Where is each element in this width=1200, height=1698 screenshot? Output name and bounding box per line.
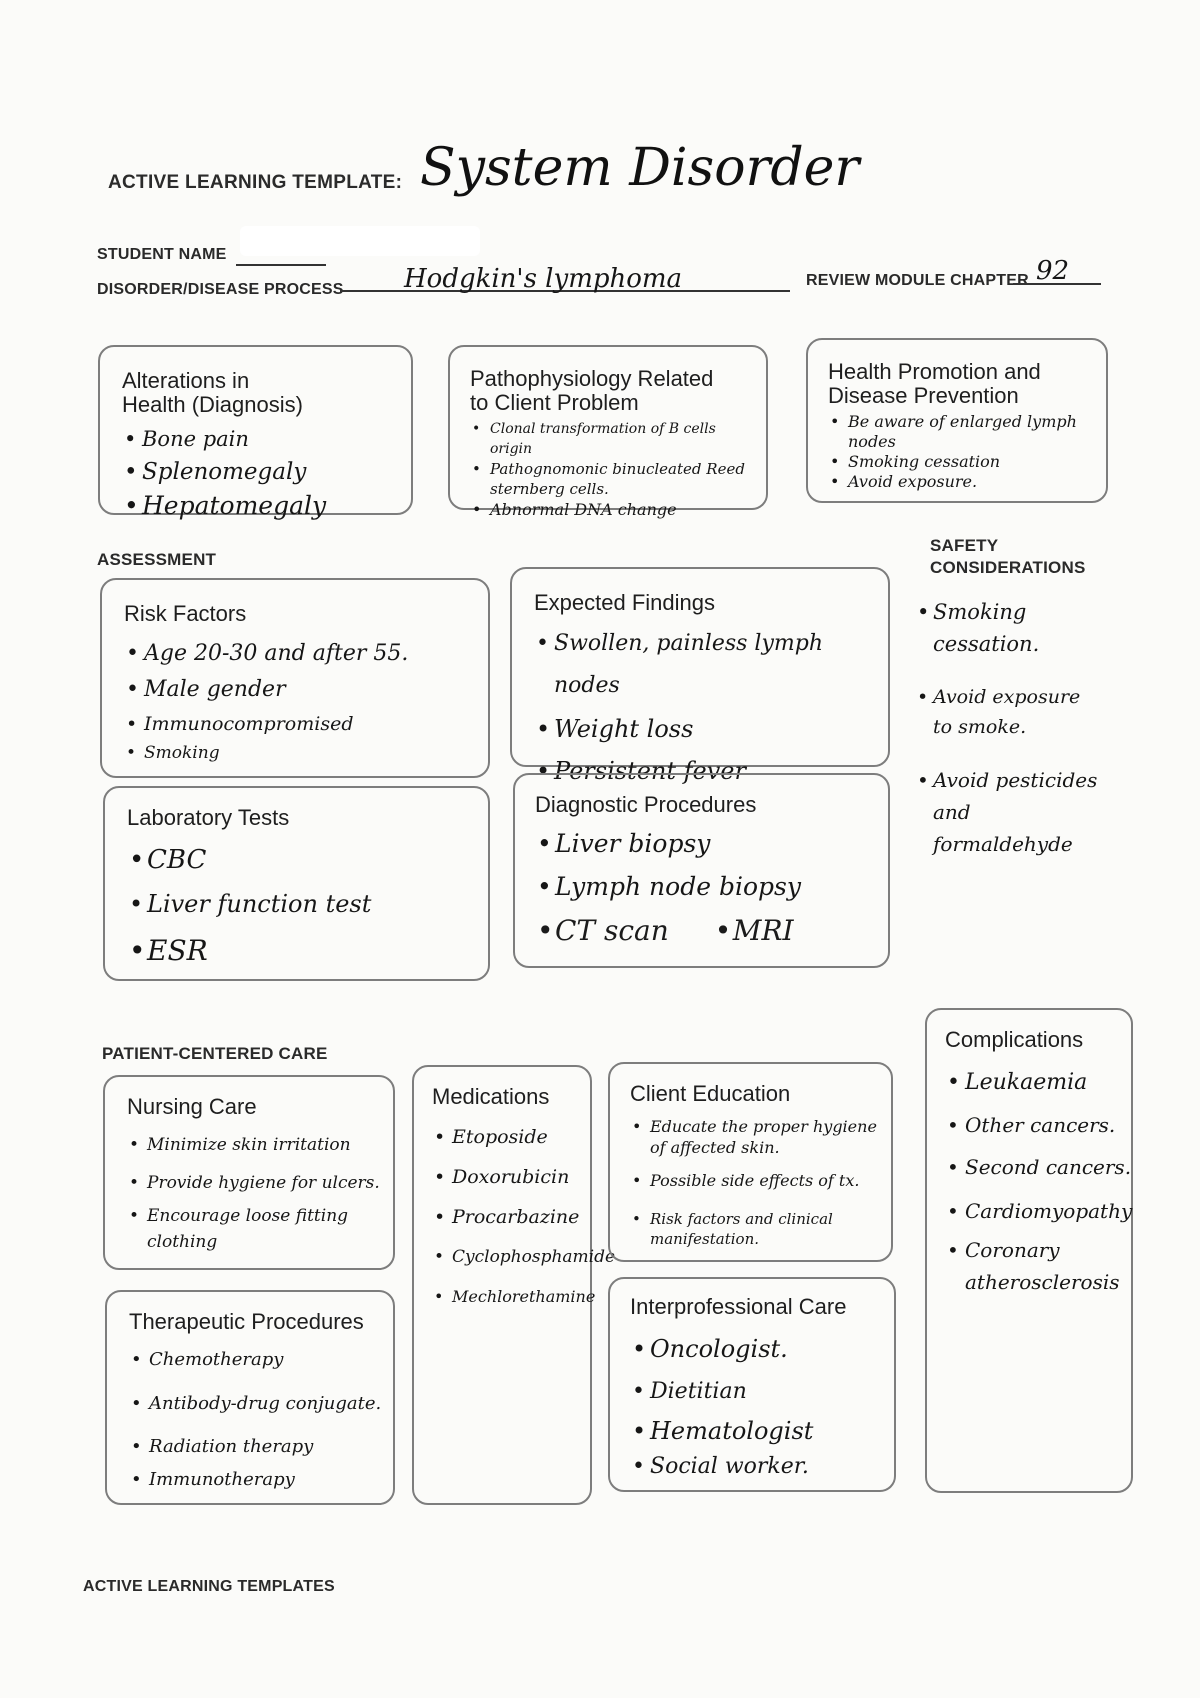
patient-care-section-label: PATIENT-CENTERED CARE xyxy=(102,1044,328,1063)
disorder-label: DISORDER/DISEASE PROCESS xyxy=(97,281,344,298)
client-education-item: • Educate the proper hygiene of affected skin. xyxy=(630,1116,892,1158)
health-promotion-title-1: Health Promotion and xyxy=(828,359,1041,384)
disorder-value: Hodgkin's lymphoma xyxy=(404,264,683,294)
therapeutic-procedure-item: • Antibody-drug conjugate. xyxy=(129,1380,397,1428)
therapeutic-procedure-item: • Immunotherapy xyxy=(129,1466,397,1494)
interprofessional-care-item: • Dietitian xyxy=(630,1371,895,1413)
diagnostic-procedures-box xyxy=(513,773,890,968)
alterations-box xyxy=(98,345,413,520)
safety-label-line-2: CONSIDERATIONS xyxy=(930,558,1086,577)
pathophysiology-item: • Clonal transformation of B cells origin xyxy=(470,419,760,459)
redaction-mark xyxy=(240,226,480,256)
expected-finding-item: • Swollen, painless lymph nodes xyxy=(534,623,884,707)
client-education-item: • Risk factors and clinical manifestation. xyxy=(630,1209,892,1249)
client-education-item: • Possible side effects of tx. xyxy=(630,1170,892,1191)
safety-item: • Avoid pesticides and formaldehyde xyxy=(915,764,1105,860)
health-promotion-item: • Be aware of enlarged lymph nodes xyxy=(828,412,1103,452)
diagnostic-procedure-item: • Liver biopsy xyxy=(535,823,885,865)
therapeutic-procedure-item: • Radiation therapy xyxy=(129,1428,397,1466)
medications-title: Medications xyxy=(432,1084,550,1109)
chapter-label: REVIEW MODULE CHAPTER xyxy=(806,272,1029,289)
diagnostic-procedure-text: CT scan xyxy=(555,914,669,947)
nursing-care-box xyxy=(103,1075,395,1270)
assessment-section-label: ASSESSMENT xyxy=(97,550,217,569)
diagnostic-procedure-item: • CT scan xyxy=(537,914,669,947)
diagnostic-procedures-title: Diagnostic Procedures xyxy=(535,792,757,817)
health-promotion-box xyxy=(806,338,1108,503)
student-name-line xyxy=(236,264,326,266)
diagnostic-procedure-item: • Lymph node biopsy xyxy=(535,865,885,909)
alterations-title-1: Alterations in xyxy=(122,368,250,393)
alterations-item: • Bone pain xyxy=(122,423,326,455)
medications-box xyxy=(412,1065,616,1505)
interprofessional-care-box xyxy=(608,1277,896,1492)
template-label: ACTIVE LEARNING TEMPLATE: xyxy=(108,172,403,193)
pathophysiology-item: • Pathognomonic binucleated Reed sternberg cells. xyxy=(470,459,760,499)
safety-item: • Smoking cessation. xyxy=(915,596,1105,660)
nursing-care-item: • Encourage loose fitting clothing xyxy=(127,1203,397,1255)
pathophysiology-title-1: Pathophysiology Related xyxy=(470,366,714,391)
interprofessional-care-item: • Oncologist. xyxy=(630,1327,895,1371)
student-name-label: STUDENT NAME xyxy=(97,246,227,263)
chapter-value: 92 xyxy=(1036,256,1070,286)
complications-box xyxy=(925,1008,1133,1493)
risk-factors-box xyxy=(100,578,490,778)
medication-item: • Etoposide xyxy=(432,1117,592,1157)
health-promotion-title-2: Disease Prevention xyxy=(828,383,1019,408)
interprofessional-care-title: Interprofessional Care xyxy=(630,1294,847,1319)
page-title: System Disorder xyxy=(420,138,860,198)
expected-findings-title: Expected Findings xyxy=(534,590,715,615)
lab-test-item: • ESR xyxy=(127,926,487,976)
interprofessional-care-item: • Hematologist xyxy=(630,1413,895,1449)
nursing-care-item: • Minimize skin irritation xyxy=(127,1127,397,1163)
health-promotion-item: • Smoking cessation xyxy=(828,452,1103,472)
complication-item: • Cardiomyopathy xyxy=(945,1188,1135,1234)
risk-factor-item: • Immunocompromised xyxy=(124,708,484,740)
risk-factor-item: • Smoking xyxy=(124,740,484,766)
lab-test-item: • CBC xyxy=(127,838,487,882)
pathophysiology-item: • Abnormal DNA change xyxy=(470,499,760,521)
therapeutic-procedures-title: Therapeutic Procedures xyxy=(129,1309,364,1334)
footer-label: ACTIVE LEARNING TEMPLATES xyxy=(83,1578,335,1595)
complications-title: Complications xyxy=(945,1027,1084,1052)
medication-item: • Mechlorethamine xyxy=(432,1277,592,1317)
expected-finding-item: • Weight loss xyxy=(534,707,884,751)
laboratory-tests-title: Laboratory Tests xyxy=(127,805,290,830)
therapeutic-procedures-box xyxy=(105,1290,395,1505)
nursing-care-title: Nursing Care xyxy=(127,1094,257,1119)
diagnostic-procedure-text: MRI xyxy=(732,914,794,947)
therapeutic-procedure-item: • Chemotherapy xyxy=(129,1340,397,1380)
safety-label-line-1: SAFETY xyxy=(930,536,999,555)
nursing-care-item: • Provide hygiene for ulcers. xyxy=(127,1163,397,1203)
expected-findings-box xyxy=(510,567,890,785)
complication-item: • Second cancers. xyxy=(945,1146,1135,1188)
alterations-item: • Splenomegaly xyxy=(122,455,326,489)
risk-factors-title: Risk Factors xyxy=(124,601,247,626)
risk-factor-item: • Male gender xyxy=(124,672,484,708)
expected-finding-item: • Persistent fever xyxy=(534,751,884,791)
laboratory-tests-box xyxy=(103,786,490,981)
client-education-title: Client Education xyxy=(630,1081,791,1106)
medication-item: • Cyclophosphamide xyxy=(432,1237,592,1277)
alterations-title-2: Health (Diagnosis) xyxy=(122,392,303,417)
pathophysiology-title-2: to Client Problem xyxy=(470,390,639,415)
safety-item: • Avoid exposure to smoke. xyxy=(915,682,1105,742)
pathophysiology-box xyxy=(448,345,768,519)
client-education-box xyxy=(608,1062,893,1262)
safety-list xyxy=(915,596,1105,860)
complication-item: • Coronary atherosclerosis xyxy=(945,1234,1135,1298)
medication-item: • Procarbazine xyxy=(432,1197,592,1237)
lab-test-item: • Liver function test xyxy=(127,882,487,926)
safety-label xyxy=(930,535,1086,579)
interprofessional-care-item: • Social worker. xyxy=(630,1449,895,1485)
alterations-item: • Hepatomegaly xyxy=(122,489,326,523)
complication-item: • Leukaemia xyxy=(945,1062,1135,1104)
risk-factor-item: • Age 20-30 and after 55. xyxy=(124,636,484,672)
health-promotion-item: • Avoid exposure. xyxy=(828,472,1103,492)
complication-item: • Other cancers. xyxy=(945,1104,1135,1146)
medication-item: • Doxorubicin xyxy=(432,1157,592,1197)
diagnostic-procedure-item: • MRI xyxy=(714,914,794,947)
